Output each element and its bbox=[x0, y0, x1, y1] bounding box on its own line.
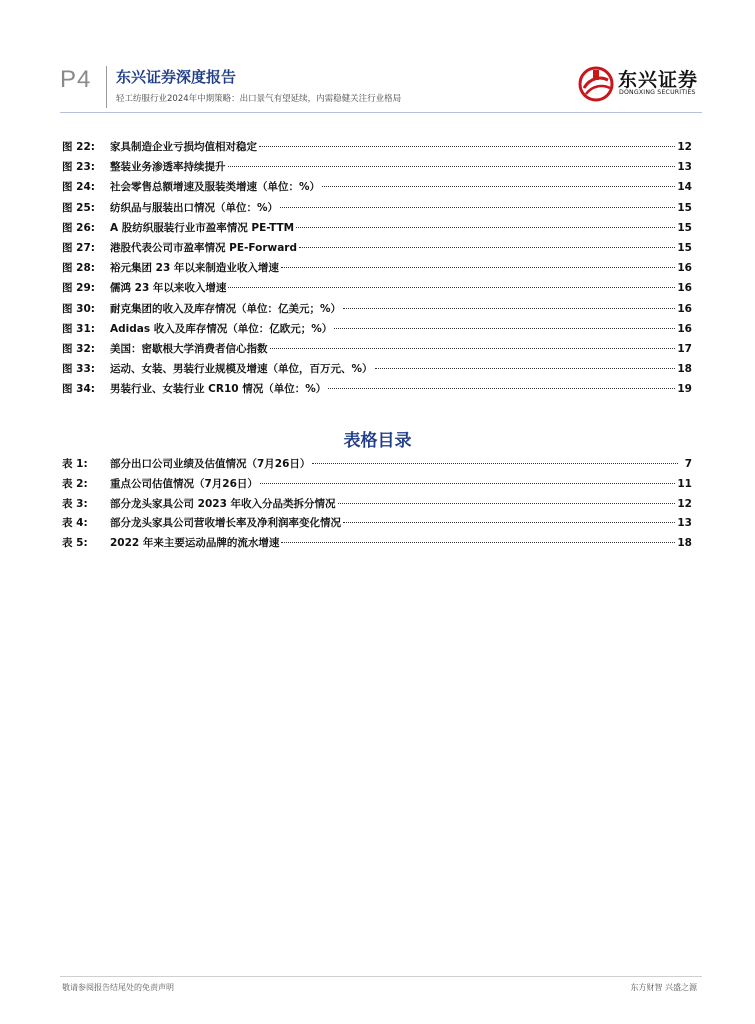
toc-entry-title: 整装业务渗透率持续提升 bbox=[110, 161, 226, 174]
header-divider bbox=[106, 66, 107, 108]
table-toc-entry[interactable] bbox=[62, 535, 692, 555]
toc-entry-label: 图 25: bbox=[62, 201, 95, 214]
toc-entry-page: 15 bbox=[677, 201, 692, 214]
toc-entry-label: 表 3: bbox=[62, 497, 88, 510]
toc-entry-label: 图 33: bbox=[62, 363, 95, 376]
toc-entry-label: 图 24: bbox=[62, 181, 95, 194]
figure-toc-entry[interactable] bbox=[62, 200, 692, 220]
toc-entry-label: 表 4: bbox=[62, 517, 88, 530]
toc-entry-title: 耐克集团的收入及库存情况（单位：亿美元；%） bbox=[110, 302, 342, 315]
figure-toc-entry[interactable] bbox=[62, 240, 692, 260]
toc-entry-page: 13 bbox=[677, 517, 692, 530]
toc-entry-title: 运动、女装、男装行业规模及增速（单位，百万元、%） bbox=[110, 363, 373, 376]
figure-toc-entry[interactable] bbox=[62, 260, 692, 280]
toc-dot-leader bbox=[228, 165, 676, 167]
toc-entry-title: 美国：密歇根大学消费者信心指数 bbox=[110, 342, 268, 355]
toc-entry-label: 图 34: bbox=[62, 383, 95, 396]
toc-dot-leader bbox=[296, 226, 675, 228]
figure-toc-entry[interactable] bbox=[62, 301, 692, 321]
toc-dot-leader bbox=[343, 307, 675, 309]
toc-dot-leader bbox=[322, 185, 675, 187]
toc-entry-title: 部分出口公司业绩及估值情况（7月26日） bbox=[110, 458, 311, 470]
toc-entry-title: 部分龙头家具公司营收增长率及净利润率变化情况 bbox=[110, 517, 341, 530]
toc-entry-page: 15 bbox=[677, 241, 692, 254]
toc-entry-label: 图 28: bbox=[62, 262, 95, 275]
figure-toc bbox=[62, 139, 692, 401]
toc-entry-page: 19 bbox=[677, 383, 692, 396]
toc-dot-leader bbox=[334, 327, 675, 329]
table-toc-entry[interactable] bbox=[62, 476, 692, 496]
toc-dot-leader bbox=[312, 462, 678, 464]
logo-name: 东兴证券 bbox=[618, 69, 699, 91]
toc-entry-page: 14 bbox=[677, 181, 692, 194]
toc-entry-page: 15 bbox=[677, 221, 692, 234]
figure-toc-entry[interactable] bbox=[62, 220, 692, 240]
company-logo bbox=[578, 64, 700, 104]
page-number: P4 bbox=[60, 66, 92, 93]
figure-toc-entry[interactable] bbox=[62, 361, 692, 381]
figure-toc-entry[interactable] bbox=[62, 321, 692, 341]
toc-entry-title: 2022 年来主要运动品牌的流水增速 bbox=[110, 537, 280, 550]
toc-dot-leader bbox=[228, 286, 675, 288]
toc-entry-page: 17 bbox=[677, 342, 692, 355]
toc-entry-title: 港股代表公司市盈率情况 PE-Forward bbox=[110, 241, 297, 254]
toc-dot-leader bbox=[270, 347, 676, 349]
toc-entry-label: 图 32: bbox=[62, 342, 95, 355]
figure-toc-entry[interactable] bbox=[62, 139, 692, 159]
toc-entry-page: 11 bbox=[677, 477, 692, 490]
toc-entry-page: 16 bbox=[677, 322, 692, 335]
toc-entry-label: 图 26: bbox=[62, 221, 95, 234]
table-toc-entry[interactable] bbox=[62, 515, 692, 535]
toc-entry-page: 16 bbox=[677, 262, 692, 275]
figure-toc-entry[interactable] bbox=[62, 341, 692, 361]
table-toc-entry[interactable] bbox=[62, 496, 692, 516]
toc-dot-leader bbox=[281, 266, 675, 268]
toc-entry-title: 男装行业、女装行业 CR10 情况（单位：%） bbox=[110, 383, 327, 396]
toc-entry-title: Adidas 收入及库存情况（单位：亿欧元；%） bbox=[110, 322, 333, 335]
toc-entry-title: 裕元集团 23 年以来制造业收入增速 bbox=[110, 262, 279, 275]
toc-entry-label: 图 27: bbox=[62, 241, 95, 254]
toc-entry-page: 18 bbox=[677, 363, 692, 376]
report-subtitle: 轻工纺服行业2024年中期策略：出口景气有望延续，内需稳健关注行业格局 bbox=[116, 94, 402, 104]
toc-entry-label: 图 30: bbox=[62, 302, 95, 315]
report-title: 东兴证券深度报告 bbox=[116, 68, 237, 86]
toc-entry-page: 12 bbox=[677, 497, 692, 510]
toc-dot-leader bbox=[328, 387, 675, 389]
figure-toc-entry[interactable] bbox=[62, 159, 692, 179]
toc-entry-title: 儒鸿 23 年以来收入增速 bbox=[110, 282, 227, 295]
toc-dot-leader bbox=[260, 482, 675, 484]
toc-entry-label: 图 22: bbox=[62, 141, 95, 153]
footer-disclaimer: 敬请参阅报告结尾处的免责声明 bbox=[62, 983, 174, 992]
toc-dot-leader bbox=[343, 521, 675, 523]
toc-entry-page: 7 bbox=[684, 458, 692, 470]
toc-entry-title: 社会零售总额增速及服装类增速（单位：%） bbox=[110, 181, 321, 194]
toc-entry-label: 表 1: bbox=[62, 458, 88, 470]
toc-dot-leader bbox=[259, 145, 675, 147]
footer-rule bbox=[60, 976, 702, 977]
toc-entry-label: 图 29: bbox=[62, 282, 95, 295]
toc-dot-leader bbox=[299, 246, 675, 248]
table-toc bbox=[62, 456, 692, 555]
toc-entry-title: A 股纺织服装行业市盈率情况 PE-TTM bbox=[110, 221, 295, 234]
header-rule bbox=[60, 112, 702, 113]
toc-entry-page: 13 bbox=[677, 161, 692, 174]
figure-toc-entry[interactable] bbox=[62, 280, 692, 300]
toc-entry-label: 表 2: bbox=[62, 477, 88, 490]
toc-entry-title: 纺织品与服装出口情况（单位：%） bbox=[110, 201, 279, 214]
toc-entry-label: 表 5: bbox=[62, 537, 88, 550]
toc-entry-page: 16 bbox=[677, 302, 692, 315]
toc-dot-leader bbox=[281, 541, 675, 543]
table-toc-entry[interactable] bbox=[62, 456, 692, 476]
toc-entry-page: 18 bbox=[677, 537, 692, 550]
toc-entry-label: 图 31: bbox=[62, 322, 95, 335]
logo-mark-icon bbox=[578, 66, 614, 102]
tables-heading: 表格目录 bbox=[343, 431, 412, 451]
toc-entry-title: 部分龙头家具公司 2023 年收入分品类拆分情况 bbox=[110, 497, 336, 510]
toc-entry-label: 图 23: bbox=[62, 161, 95, 174]
toc-entry-title: 家具制造企业亏损均值相对稳定 bbox=[110, 141, 257, 153]
logo-english: DONGXING SECURITIES bbox=[619, 89, 696, 96]
toc-dot-leader bbox=[375, 367, 676, 369]
toc-entry-title: 重点公司估值情况（7月26日） bbox=[110, 477, 258, 490]
toc-entry-page: 12 bbox=[677, 141, 692, 153]
toc-dot-leader bbox=[280, 206, 675, 208]
toc-entry-page: 16 bbox=[677, 282, 692, 295]
figure-toc-entry[interactable] bbox=[62, 381, 692, 401]
figure-toc-entry[interactable] bbox=[62, 179, 692, 199]
toc-dot-leader bbox=[338, 502, 676, 504]
footer-slogan: 东方财智 兴盛之源 bbox=[630, 983, 697, 992]
